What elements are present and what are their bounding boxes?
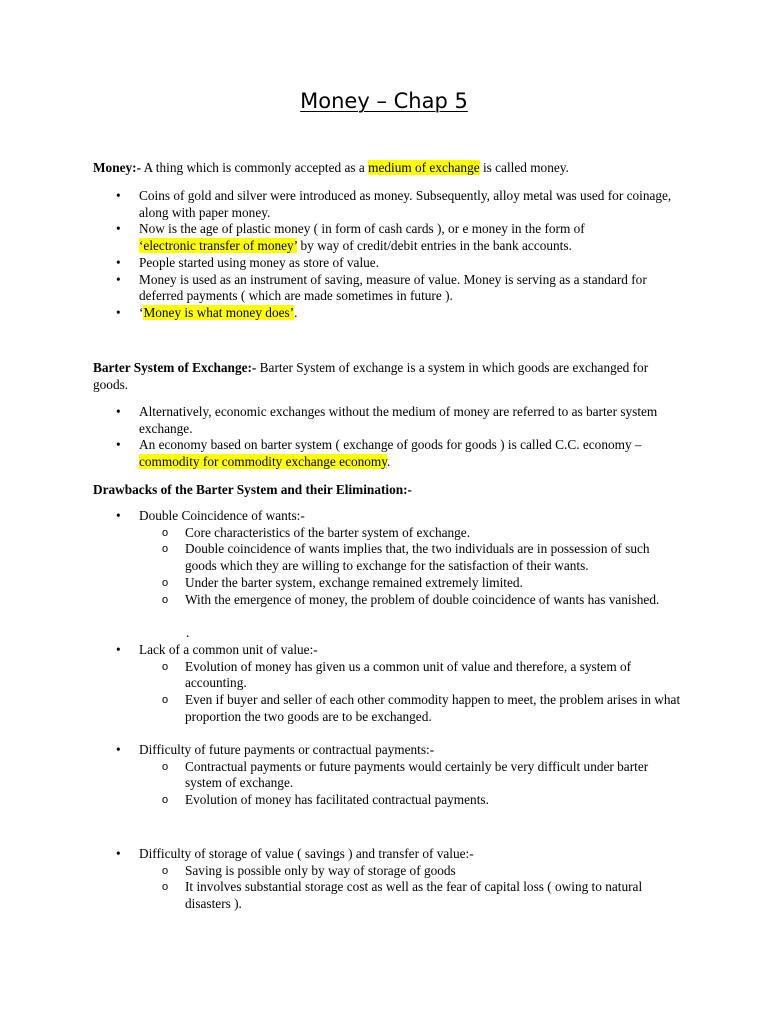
money-text-a: A thing which is commonly accepted as a — [141, 160, 369, 175]
barter-text: Barter System of exchange is a system in which goods are exchanged for goods. — [93, 360, 649, 392]
list-item — [0, 437, 682, 470]
drawbacks-heading — [93, 482, 683, 499]
drawbacks-heading-text: Drawbacks of the Barter System and their Elimination:- — [93, 482, 412, 497]
bullet-highlight: commodity for commodity exchange economy — [139, 454, 388, 470]
bullet-highlight: Money is what money does’ — [143, 304, 295, 320]
list-item: • Alternatively, economic exchanges without the medium of money are referred to as barter system exchange. — [0, 404, 682, 437]
list-item: • People started using money as store of value. — [0, 255, 682, 272]
list-item — [0, 305, 682, 322]
drawback-double-coincidence — [0, 508, 682, 608]
list-item: • Difficulty of future payments or contractual payments:- — [0, 742, 682, 759]
barter-definition — [93, 360, 683, 393]
bullet-text: . — [294, 304, 298, 320]
drawback-common-unit — [0, 642, 682, 726]
bullet-text: . — [387, 454, 391, 470]
page-title-text: Money – Chap 5 — [300, 89, 468, 113]
money-bullet-list — [0, 188, 682, 322]
page-title — [0, 86, 768, 116]
list-item: • Coins of gold and silver were introduced as money. Subsequently, alloy metal was used for coinage, along with paper money. — [0, 188, 682, 221]
sub-list-item: o With the emergence of money, the problem of double coincidence of wants has vanished. — [0, 592, 682, 609]
bullet-highlight: ‘electronic transfer of money’ — [139, 238, 298, 254]
sub-list-item: o Evolution of money has facilitated contractual payments. — [0, 792, 682, 809]
stray-period: . — [186, 625, 190, 640]
drawback-future-payments — [0, 742, 682, 809]
bullet-text: ‘ — [139, 304, 144, 320]
list-item: • Money is used as an instrument of saving, measure of value. Money is serving as a standard for deferred payments ( which are made sometimes in future ). — [0, 272, 682, 305]
drawback-storage-of-value — [0, 846, 682, 913]
sub-list-item: o Saving is possible only by way of storage of goods — [0, 863, 682, 880]
list-item: • Double Coincidence of wants:- — [0, 508, 682, 525]
list-item: • Difficulty of storage of value ( savings ) and transfer of value:- — [0, 846, 682, 863]
sub-list-item: o Contractual payments or future payments would certainly be very difficult under barter system of exchange. — [0, 759, 682, 792]
list-item: • Lack of a common unit of value:- — [0, 642, 682, 659]
sub-list-item: o Double coincidence of wants implies that, the two individuals are in possession of such goods which they are willing to exchange for the satisfaction of their wants. — [0, 541, 682, 574]
sub-list-item: o Under the barter system, exchange remained extremely limited. — [0, 575, 682, 592]
sub-list-item: o Core characteristics of the barter system of exchange. — [0, 525, 682, 542]
sub-list-item: o It involves substantial storage cost as well as the fear of capital loss ( owing to natural disasters ). — [0, 879, 682, 912]
money-highlight: medium of exchange — [368, 160, 480, 175]
sub-list-item: o Even if buyer and seller of each other commodity happen to meet, the problem arises in what proportion the two goods are to be exchanged. — [0, 692, 682, 725]
barter-term: Barter System of Exchange:- — [93, 360, 257, 375]
barter-bullet-list — [0, 404, 682, 471]
bullet-text: by way of credit/debit entries in the bank accounts. — [297, 238, 572, 254]
money-term: Money:- — [93, 160, 141, 175]
money-definition — [93, 160, 683, 177]
money-text-b: is called money. — [479, 160, 569, 175]
bullet-text: Now is the age of plastic money ( in form of cash cards ), or e money in the form of — [139, 221, 585, 237]
bullet-text: An economy based on barter system ( exchange of goods for goods ) is called C.C. economy – — [139, 437, 642, 453]
sub-list-item: o Evolution of money has given us a common unit of value and therefore, a system of accounting. — [0, 659, 682, 692]
list-item — [0, 221, 682, 254]
